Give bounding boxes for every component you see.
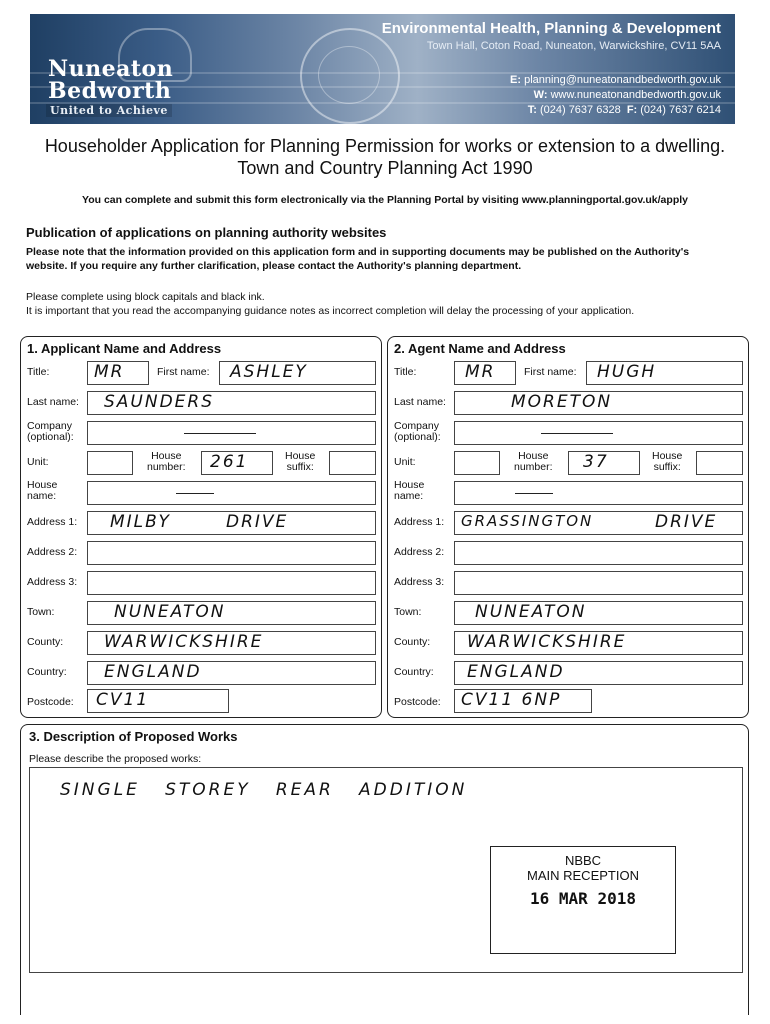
- agent-panel: [387, 336, 749, 718]
- agent-heading: 2. Agent Name and Address: [394, 341, 566, 356]
- stamp-location: MAIN RECEPTION: [527, 868, 639, 883]
- postcode-label: Postcode:: [27, 696, 74, 708]
- house-name-label: House name:: [394, 479, 425, 502]
- applicant-postcode-value: CV11: [96, 690, 150, 710]
- applicant-county-field[interactable]: [87, 631, 376, 655]
- country-label: Country:: [394, 666, 434, 678]
- fax-value: (024) 7637 6214: [640, 104, 721, 116]
- works-prompt: Please describe the proposed works:: [29, 753, 202, 765]
- last-name-label: Last name:: [394, 396, 446, 408]
- agent-last-name-field[interactable]: [454, 391, 743, 415]
- agent-address1-part-b: DRIVE: [655, 512, 718, 532]
- applicant-title-value: MR: [94, 362, 125, 382]
- works-description-value: SINGLE STOREY REAR ADDITION: [60, 780, 468, 800]
- applicant-title-field[interactable]: [87, 361, 149, 385]
- title-label: Title:: [394, 366, 417, 378]
- company-label: Company (optional):: [27, 420, 74, 443]
- agent-country-field[interactable]: [454, 661, 743, 685]
- applicant-country-field[interactable]: [87, 661, 376, 685]
- logo-line-2: Bedworth: [48, 78, 172, 104]
- applicant-house-suffix-field[interactable]: [329, 451, 376, 475]
- address2-label: Address 2:: [27, 546, 78, 558]
- applicant-county-value: WARWICKSHIRE: [104, 632, 264, 652]
- agent-house-suffix-field[interactable]: [696, 451, 743, 475]
- address3-label: Address 3:: [27, 576, 78, 588]
- email-line: [510, 74, 721, 86]
- logo-line-1: Nuneaton: [48, 56, 174, 82]
- applicant-unit-field[interactable]: [87, 451, 133, 475]
- online-submission-note: You can complete and submit this form electronically via the Planning Portal by visiting www.planningportal.gov.uk/apply: [82, 194, 688, 206]
- applicant-last-name-field[interactable]: [87, 391, 376, 415]
- instruction-line-2: It is important that you read the accompanying guidance notes as incorrect completion will delay the processing of your application.: [26, 305, 635, 317]
- applicant-town-field[interactable]: [87, 601, 376, 625]
- email-label: E:: [510, 74, 522, 86]
- house-name-label: House name:: [27, 479, 58, 502]
- stamp-org: NBBC: [564, 853, 602, 868]
- postcode-label: Postcode:: [394, 696, 441, 708]
- company-label: Company (optional):: [394, 420, 441, 443]
- received-stamp: [490, 846, 676, 954]
- county-label: County:: [394, 636, 431, 648]
- applicant-company-field[interactable]: [87, 421, 376, 445]
- stamp-date: 16 MAR 2018: [530, 889, 636, 908]
- agent-house-name-field[interactable]: [454, 481, 743, 505]
- agent-title-field[interactable]: [454, 361, 516, 385]
- agent-first-name-field[interactable]: [586, 361, 743, 385]
- applicant-house-name-field[interactable]: [87, 481, 376, 505]
- last-name-label: Last name:: [27, 396, 79, 408]
- applicant-house-number-value: 261: [210, 452, 249, 472]
- applicant-address2-field[interactable]: [87, 541, 376, 565]
- house-number-label: House number:: [147, 450, 186, 473]
- title-label: Title:: [27, 366, 50, 378]
- unit-label: Unit:: [394, 456, 416, 468]
- agent-postcode-value: CV11 6NP: [461, 690, 562, 710]
- house-name-blank-dash: [176, 493, 214, 494]
- town-label: Town:: [394, 606, 422, 618]
- applicant-heading: 1. Applicant Name and Address: [27, 341, 222, 356]
- agent-house-number-value: 37: [583, 452, 609, 472]
- house-name-blank-dash: [515, 493, 553, 494]
- applicant-address1-part-a: MILBY: [110, 512, 171, 532]
- county-label: County:: [27, 636, 64, 648]
- address3-label: Address 3:: [394, 576, 445, 588]
- applicant-first-name-field[interactable]: [219, 361, 376, 385]
- instruction-line-1: Please complete using block capitals and black ink.: [26, 291, 265, 303]
- agent-last-name-value: MORETON: [511, 392, 613, 412]
- agent-address2-field[interactable]: [454, 541, 743, 565]
- house-number-label: House number:: [514, 450, 553, 473]
- applicant-address1-part-b: DRIVE: [226, 512, 289, 532]
- agent-house-number-field[interactable]: [568, 451, 640, 475]
- applicant-last-name-value: SAUNDERS: [104, 392, 215, 412]
- agent-title-value: MR: [465, 362, 496, 382]
- agent-county-value: WARWICKSHIRE: [467, 632, 627, 652]
- publication-heading: Publication of applications on planning authority websites: [26, 225, 387, 240]
- department-address: Town Hall, Coton Road, Nuneaton, Warwickshire, CV11 5AA: [426, 40, 721, 52]
- logo-tagline: United to Achieve: [46, 104, 172, 117]
- applicant-postcode-field[interactable]: [87, 689, 229, 713]
- first-name-label: First name:: [157, 366, 210, 378]
- web-label: W:: [533, 89, 548, 101]
- tel-label: T:: [527, 104, 537, 116]
- applicant-panel: [20, 336, 382, 718]
- company-blank-dash: [184, 433, 256, 434]
- applicant-address1-field[interactable]: [87, 511, 376, 535]
- instructions: [26, 290, 746, 318]
- agent-unit-field[interactable]: [454, 451, 500, 475]
- agent-address1-field[interactable]: [454, 511, 743, 535]
- fax-label: F:: [626, 104, 638, 116]
- agent-address1-part-a: GRASSINGTON: [461, 512, 594, 530]
- address2-label: Address 2:: [394, 546, 445, 558]
- agent-company-field[interactable]: [454, 421, 743, 445]
- applicant-house-number-field[interactable]: [201, 451, 273, 475]
- header-banner: [30, 14, 735, 124]
- works-heading: 3. Description of Proposed Works: [29, 729, 238, 744]
- first-name-label: First name:: [524, 366, 577, 378]
- tel-value: (024) 7637 6328: [539, 104, 621, 116]
- agent-postcode-field[interactable]: [454, 689, 592, 713]
- publication-note: Please note that the information provided on this application form and in supporting documents may be published on the Authority's website. If you require any further clarification, please contact the Authority's planning department.: [26, 246, 690, 272]
- company-blank-dash: [541, 433, 613, 434]
- town-label: Town:: [27, 606, 55, 618]
- agent-address3-field[interactable]: [454, 571, 743, 595]
- agent-country-value: ENGLAND: [467, 662, 565, 682]
- address1-label: Address 1:: [394, 516, 445, 528]
- phone-line: [528, 104, 721, 116]
- form-title: Householder Application for Planning Permission for works or extension to a dwelling.: [44, 136, 726, 156]
- web-value: www.nuneatonandbedworth.gov.uk: [550, 89, 721, 101]
- agent-town-field[interactable]: [454, 601, 743, 625]
- unit-label: Unit:: [27, 456, 49, 468]
- applicant-town-value: NUNEATON: [114, 602, 226, 622]
- email-value: planning@nuneatonandbedworth.gov.uk: [524, 74, 721, 86]
- country-label: Country:: [27, 666, 67, 678]
- web-line: [534, 89, 721, 101]
- applicant-first-name-value: ASHLEY: [230, 362, 308, 382]
- agent-county-field[interactable]: [454, 631, 743, 655]
- agent-first-name-value: HUGH: [597, 362, 657, 382]
- department-name: Environmental Health, Planning & Development: [381, 20, 721, 37]
- seal-inner-icon: [318, 46, 380, 104]
- form-subtitle: Town and Country Planning Act 1990: [237, 158, 533, 178]
- house-suffix-label: House suffix:: [285, 450, 316, 473]
- address1-label: Address 1:: [27, 516, 78, 528]
- agent-town-value: NUNEATON: [475, 602, 587, 622]
- applicant-address3-field[interactable]: [87, 571, 376, 595]
- house-suffix-label: House suffix:: [652, 450, 683, 473]
- applicant-country-value: ENGLAND: [104, 662, 202, 682]
